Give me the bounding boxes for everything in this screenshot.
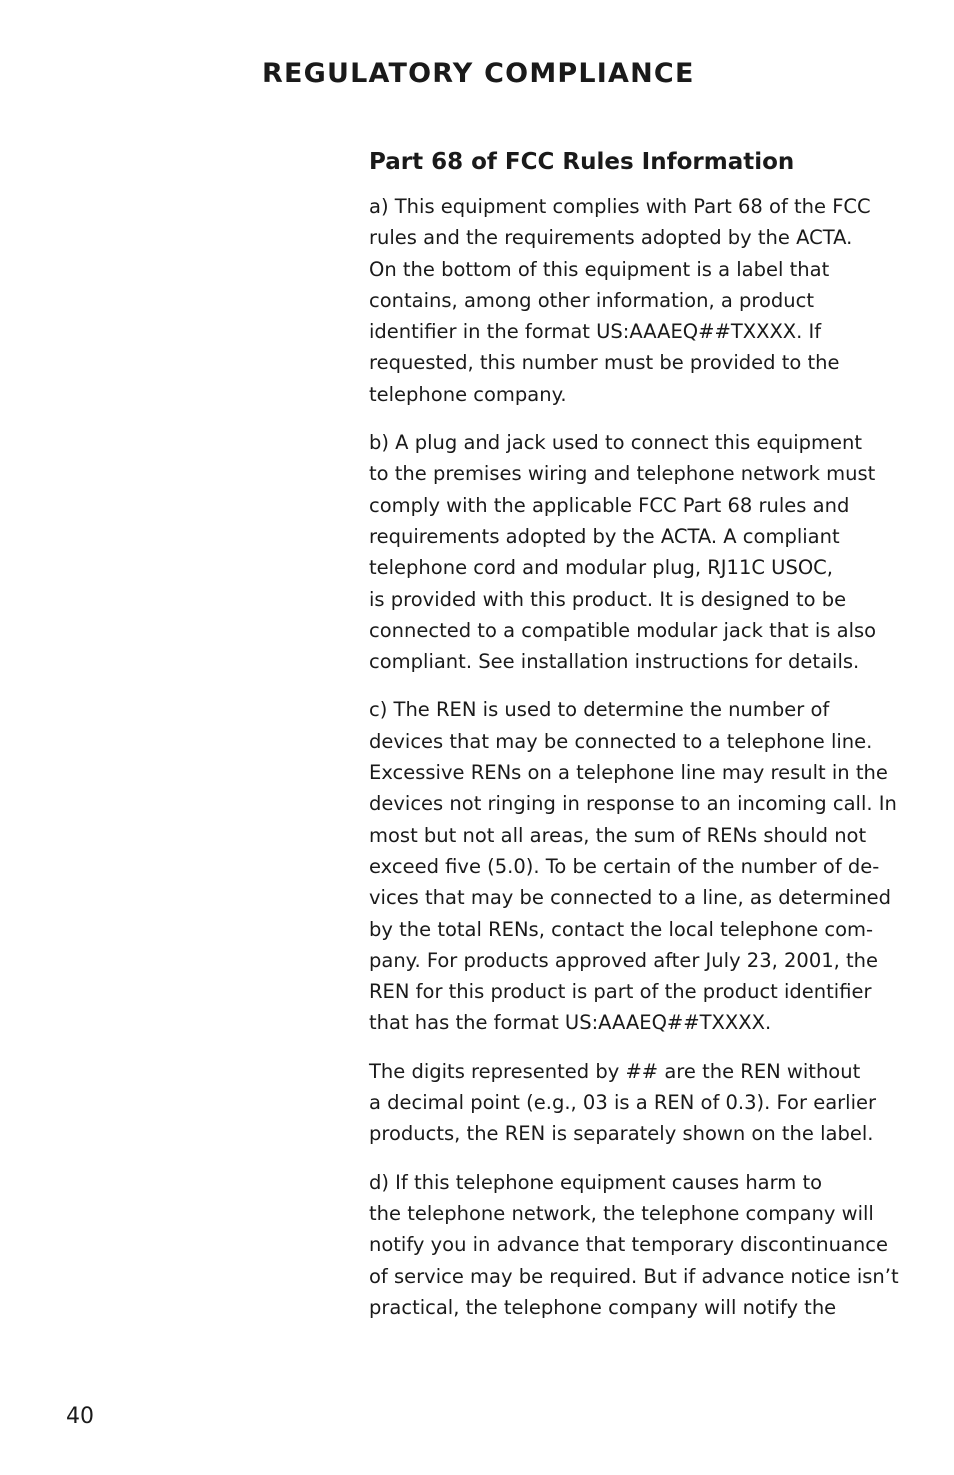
paragraph-line: d) If this telephone equipment causes harm to [369, 1170, 823, 1194]
paragraph-line: by the total RENs, contact the local telephone com- [369, 917, 874, 941]
main-content [369, 145, 899, 1340]
paragraph-line: identifier in the format US:AAAEQ##TXXXX. If [369, 320, 822, 344]
paragraph-line: products, the REN is separately shown on the label. [369, 1122, 874, 1146]
paragraph-line: that has the format US:AAAEQ##TXXXX. [369, 1011, 772, 1035]
paragraph-line: requested, this number must be provided to the [369, 351, 840, 375]
paragraph-line: contains, among other information, a product [369, 288, 814, 312]
paragraph-line: REN for this product is part of the product identifier [369, 980, 872, 1004]
paragraph-line: a decimal point (e.g., 03 is a REN of 0.3). For earlier [369, 1091, 877, 1115]
paragraph-line: of service may be required. But if advance notice isn’t [369, 1264, 899, 1288]
paragraph-line: devices that may be connected to a telephone line. [369, 729, 873, 753]
paragraph-ren-digits [369, 1056, 894, 1150]
paragraph-line: requirements adopted by the ACTA. A compliant [369, 524, 840, 548]
paragraph-line: the telephone network, the telephone company will [369, 1201, 874, 1225]
paragraph-line: The digits represented by ## are the REN without [369, 1059, 861, 1083]
paragraph-line: is provided with this product. It is designed to be [369, 587, 847, 611]
paragraph-line: telephone cord and modular plug, RJ11C USOC, [369, 556, 833, 580]
paragraph-line: devices not ringing in response to an incoming call. In [369, 792, 897, 816]
paragraph-line: Excessive RENs on a telephone line may result in the [369, 761, 888, 785]
paragraph-line: notify you in advance that temporary discontinuance [369, 1233, 888, 1257]
paragraph-line: practical, the telephone company will notify the [369, 1295, 837, 1319]
paragraph-line: exceed five (5.0). To be certain of the number of de- [369, 854, 880, 878]
paragraph-line: a) This equipment complies with Part 68 of the FCC [369, 195, 871, 218]
paragraph-line: vices that may be connected to a line, as determined [369, 886, 892, 910]
paragraph-a [369, 191, 894, 410]
paragraph-b [369, 427, 894, 677]
paragraph-d [369, 1167, 899, 1323]
paragraph-line: rules and the requirements adopted by the ACTA. [369, 226, 853, 250]
paragraph-line: compliant. See installation instructions for details. [369, 650, 860, 674]
paragraph-line: connected to a compatible modular jack that is also [369, 618, 877, 642]
paragraph-c [369, 694, 897, 1038]
paragraph-line: telephone company. [369, 382, 567, 406]
paragraph-line: c) The REN is used to determine the number of [369, 698, 830, 722]
page-header-title: REGULATORY COMPLIANCE [262, 58, 695, 89]
paragraph-line: pany. For products approved after July 23, 2001, the [369, 948, 879, 972]
paragraph-line: comply with the applicable FCC Part 68 rules and [369, 493, 850, 517]
paragraph-line: most but not all areas, the sum of RENs should not [369, 823, 867, 847]
paragraph-line: b) A plug and jack used to connect this equipment [369, 431, 863, 455]
paragraph-line: On the bottom of this equipment is a label that [369, 257, 830, 281]
section-title: Part 68 of FCC Rules Information [369, 149, 795, 175]
page-number: 40 [66, 1404, 94, 1429]
paragraph-line: to the premises wiring and telephone network must [369, 462, 876, 486]
